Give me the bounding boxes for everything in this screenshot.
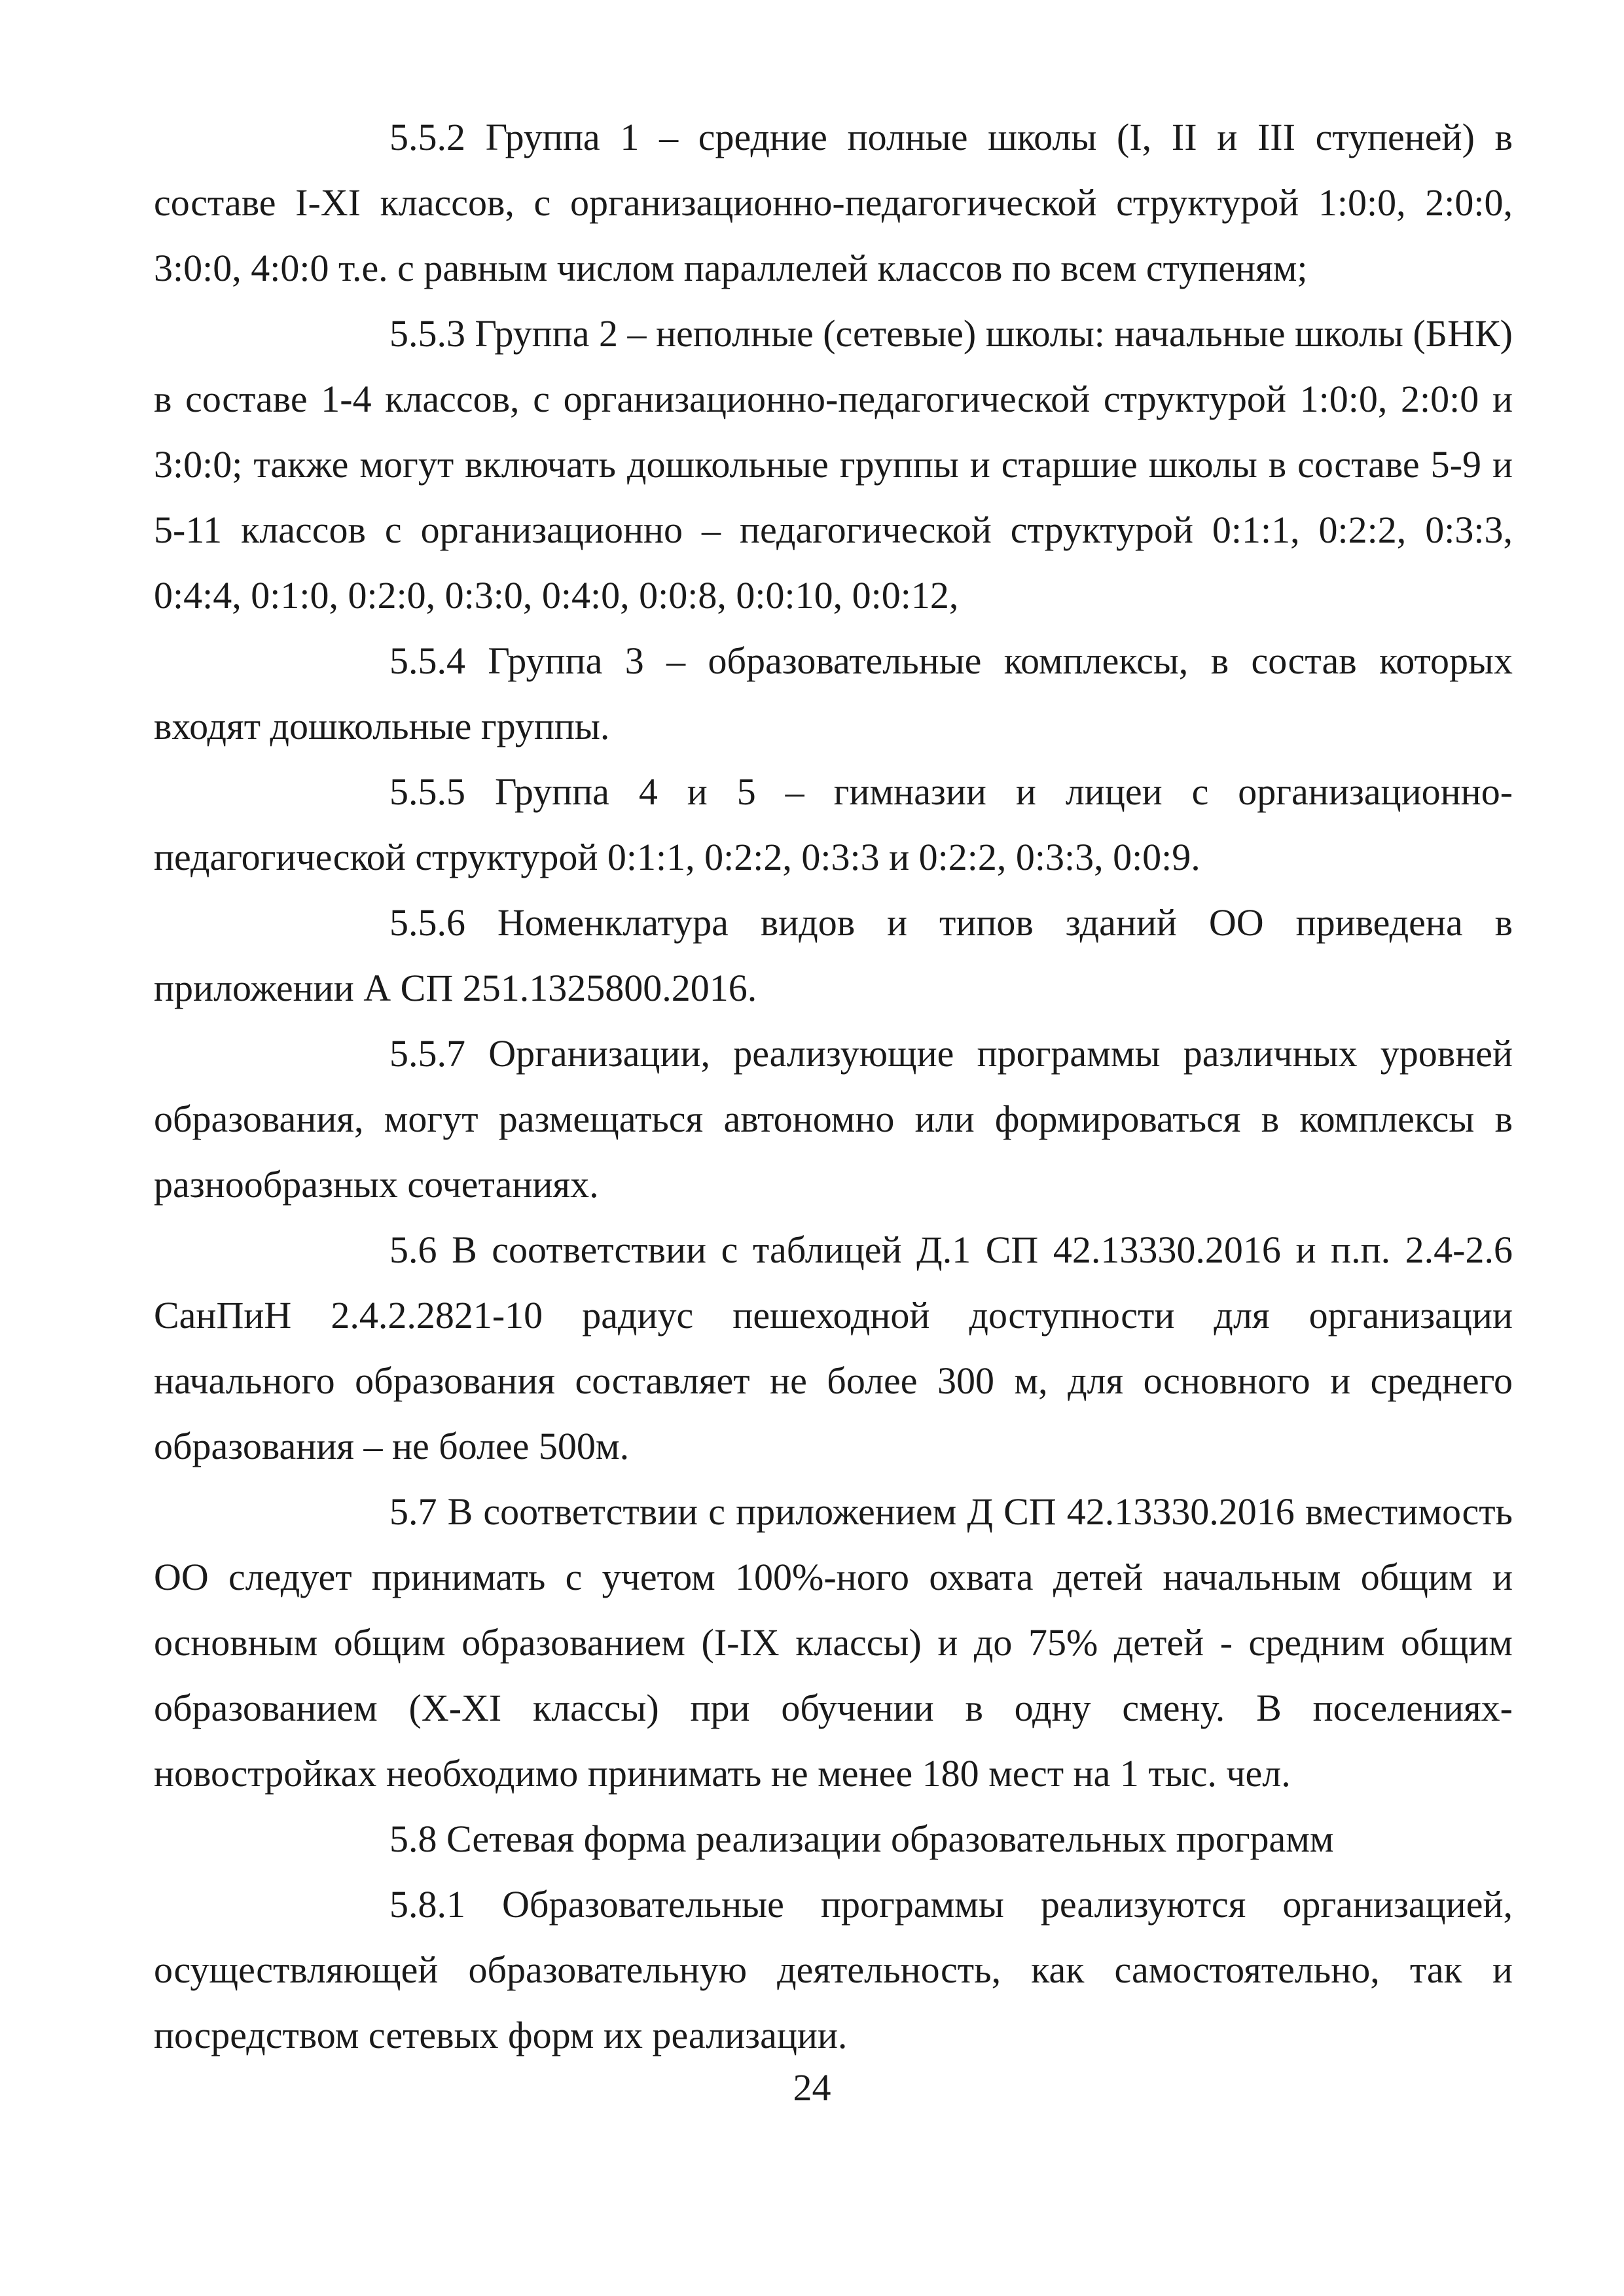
paragraph-5-5-7 [154, 1021, 1513, 1217]
paragraph-5-8 [154, 1806, 1513, 1872]
clause-number: 5.8.1 [389, 1883, 465, 1926]
paragraph-5-8-1 [154, 1872, 1513, 2068]
paragraph-5-7 [154, 1479, 1513, 1806]
clause-number: 5.5.6 [389, 901, 465, 944]
clause-text: Группа 2 – неполные (сетевые) школы: начальные школы (БНК) в составе 1-4 классов, с организационно-педагогической структурой 1:0:0, 2:0:0 и 3:0:0; также могут включать дошкольные группы и старшие школы в составе 5-9 и 5-11 классов с организационно – педагогической структурой 0:1:1, 0:2:2, 0:3:3, 0:4:4, 0:1:0, 0:2:0, 0:3:0, 0:4:0, 0:0:8, 0:0:10, 0:0:12, [154, 312, 1513, 617]
paragraph-5-5-3 [154, 301, 1513, 628]
paragraph-5-6 [154, 1217, 1513, 1479]
clause-number: 5.5.2 [389, 116, 465, 158]
clause-text: Организации, реализующие программы различных уровней образования, могут размещаться автономно или формироваться в комплексы в разнообразных сочетаниях. [154, 1032, 1513, 1206]
clause-text: Образовательные программы реализуются организацией, осуществляющей образовательную деятельность, как самостоятельно, так и посредством сетевых форм их реализации. [154, 1883, 1513, 2056]
clause-number: 5.7 [389, 1490, 437, 1533]
clause-text: Сетевая форма реализации образовательных программ [446, 1818, 1334, 1860]
paragraph-5-5-4 [154, 628, 1513, 759]
clause-number: 5.6 [389, 1229, 437, 1271]
clause-number: 5.5.3 [389, 312, 465, 355]
document-body [154, 105, 1513, 2068]
clause-number: 5.5.5 [389, 770, 465, 813]
clause-text: Номенклатура видов и типов зданий ОО приведена в приложении А СП 251.1325800.2016. [154, 901, 1513, 1009]
paragraph-5-5-6 [154, 890, 1513, 1021]
clause-text: В соответствии с приложением Д СП 42.13330.2016 вместимость ОО следует принимать с учетом 100%-ного охвата детей начальным общим и основным общим образованием (I-IX классы) и до 75% детей - средним общим образованием (X-XI классы) при обучении в одну смену. В поселениях-новостройках необходимо принимать не менее 180 мест на 1 тыс. чел. [154, 1490, 1513, 1795]
paragraph-5-5-2 [154, 105, 1513, 301]
clause-text: В соответствии с таблицей Д.1 СП 42.13330.2016 и п.п. 2.4-2.6 СанПиН 2.4.2.2821-10 радиус пешеходной доступности для организации начального образования составляет не более 300 м, для основного и среднего образования – не более 500м. [154, 1229, 1513, 1467]
page-number: 24 [793, 2066, 831, 2109]
clause-text: Группа 4 и 5 – гимназии и лицеи с организационно-педагогической структурой 0:1:1, 0:2:2, 0:3:3 и 0:2:2, 0:3:3, 0:0:9. [154, 770, 1513, 878]
clause-number: 5.8 [389, 1818, 437, 1860]
clause-number: 5.5.4 [389, 639, 465, 682]
clause-text: Группа 1 – средние полные школы (I, II и III ступеней) в составе I-XI классов, с организационно-педагогической структурой 1:0:0, 2:0:0, 3:0:0, 4:0:0 т.е. с равным числом параллелей классов по всем ступеням; [154, 116, 1513, 289]
paragraph-5-5-5 [154, 759, 1513, 890]
clause-number: 5.5.7 [389, 1032, 465, 1075]
clause-text: Группа 3 – образовательные комплексы, в состав которых входят дошкольные группы. [154, 639, 1513, 747]
